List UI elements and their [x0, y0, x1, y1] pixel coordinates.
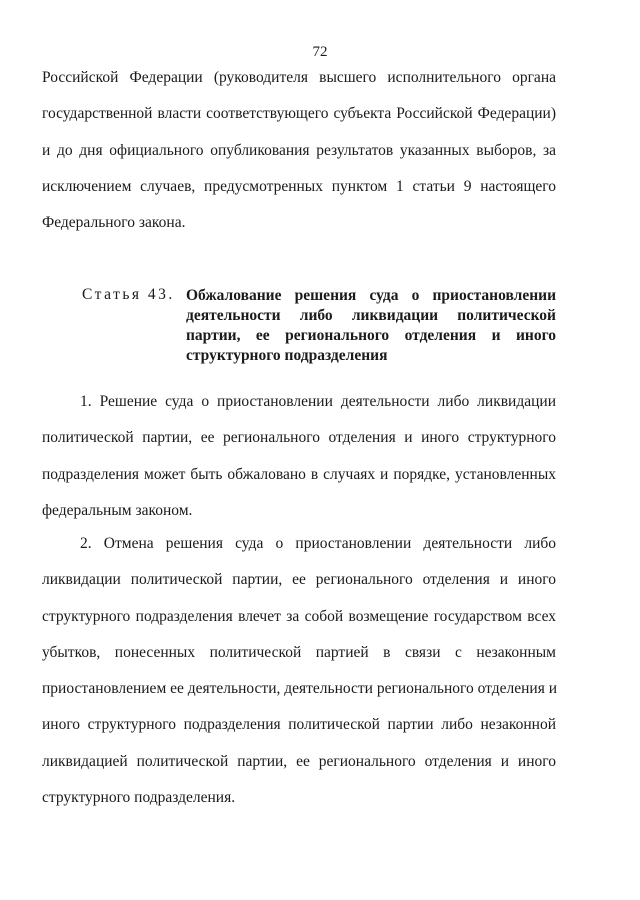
text-line: федеральным законом. — [42, 501, 193, 519]
text-line: 1. Решение суда о приостановлении деятельности либо ликвидации — [80, 393, 556, 410]
text-line: 2. Отмена решения суда о приостановлении деятельности либо — [80, 535, 556, 552]
article-label: Статья 43. — [82, 286, 175, 303]
text-line: иного структурного подразделения политической партии либо незаконной — [42, 716, 556, 734]
page-number: 72 — [312, 44, 328, 60]
text-line: Российской Федерации (руководителя высшего исполнительного органа — [42, 69, 556, 86]
text-line: структурного подразделения. — [42, 789, 236, 807]
article-title-line: структурного подразделения — [186, 347, 388, 364]
text-line: структурного подразделения влечет за собой возмещение государством всех — [42, 607, 556, 625]
article-title-line: Обжалование решения суда о приостановлении — [186, 287, 556, 304]
intro-paragraph — [42, 68, 556, 249]
clause-1-paragraph — [42, 392, 556, 537]
text-line: исключением случаев, предусмотренных пунктом 1 статьи 9 настоящего — [42, 177, 556, 195]
text-line: и до дня официального опубликования результатов указанных выборов, за — [42, 141, 556, 159]
text-line: приостановлением ее деятельности, деятельности регионального отделения и — [42, 680, 558, 698]
article-title-line: деятельности либо ликвидации политической — [186, 307, 556, 324]
text-line: политической партии, ее регионального отделения и иного структурного — [42, 429, 556, 447]
text-line: ликвидацией политической партии, ее регионального отделения и иного — [42, 752, 556, 770]
text-line: ликвидации политической партии, ее регионального отделения и иного — [42, 571, 556, 589]
article-title-line: партии, ее регионального отделения и иного — [186, 327, 556, 344]
text-line: подразделения может быть обжаловано в случаях и порядке, установленных — [42, 465, 556, 483]
text-line: Федерального закона. — [42, 214, 186, 232]
text-line: государственной власти соответствующего субъекта Российской Федерации) — [42, 105, 556, 123]
article-title — [186, 286, 556, 366]
text-line: убытков, понесенных политической партией в связи с незаконным — [42, 643, 556, 661]
clause-2-paragraph — [42, 534, 556, 824]
